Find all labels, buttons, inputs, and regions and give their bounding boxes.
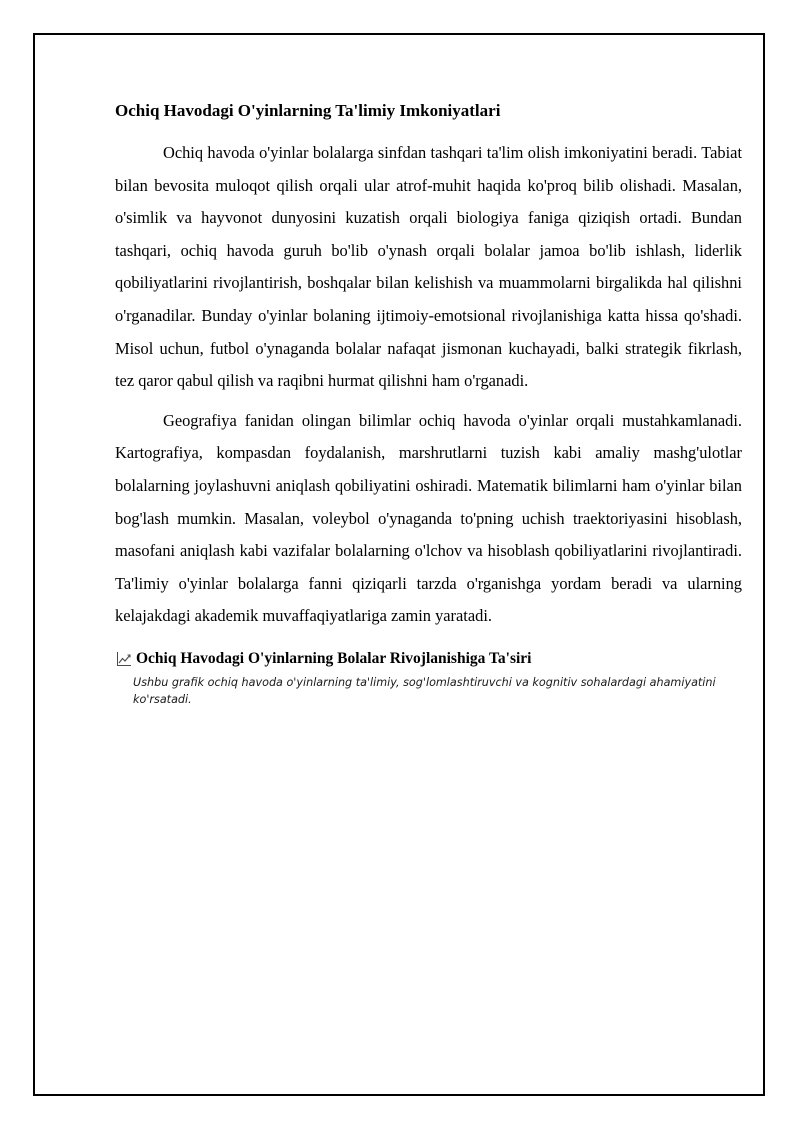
paragraph-1: Ochiq havoda o'yinlar bolalarga sinfdan tashqari ta'lim olish imkoniyatini beradi. Tabiat bilan bevosita muloqot qilish orqali ular atrof-muhit haqida ko'proq bilib olishadi. Masalan, o'simlik va hayvonot dunyosini kuzatish orqali biologiya faniga qiziqish ortadi. Bundan tashqari, ochiq havoda guruh bo'lib o'ynash orqali bolalar jamoa bo'lib ishlash, liderlik qobiliyatlarini rivojlantirish, boshqalar bilan kelishish va muammolarni birgalikda hal qilishni o'rganadilar. Bunday o'yinlar bolaning ijtimoiy-emotsional rivojlanishiga katta hissa qo'shadi. Misol uchun, futbol o'ynaganda bolalar nafaqat jismonan kuchayadi, balki strategik fikrlash, tez qaror qabul qilish va raqibni hurmat qilishni ham o'rganadi.	[115, 143, 742, 391]
chart-title: Ochiq Havodagi O'yinlarning Bolalar Rivojlanishiga Ta'siri	[136, 649, 532, 667]
section-title: Ochiq Havodagi O'yinlarning Ta'limiy Imkoniyatlari	[115, 101, 501, 120]
chart-increasing-icon	[116, 651, 132, 667]
paragraph-2: Geografiya fanidan olingan bilimlar ochiq havoda o'yinlar orqali mustahkamlanadi. Kartografiya, kompasdan foydalanish, marshrutlarni tuzish kabi amaliy mashg'ulotlar bolalarning joylashuvni aniqlash qobiliyatini oshiradi. Matematik bilimlarni ham o'yinlar bilan bog'lash mumkin. Masalan, voleybol o'ynaganda to'pning uchish traektoriyasini hisoblash, masofani aniqlash kabi vazifalar bolalarning o'lchov va hisoblash qobiliyatlarini rivojlantiradi. Ta'limiy o'yinlar bolalarga fanni qiziqarli tarzda o'rganishga yordam beradi va ularning kelajakdagi akademik muvaffaqiyatlariga zamin yaratadi.	[115, 410, 742, 626]
chart-caption: Ushbu grafik ochiq havoda o'yinlarning ta'limiy, sog'lomlashtiruvchi va kognitiv sohalardagi ahamiyatini ko'rsatadi.	[133, 675, 716, 706]
chart-heading	[115, 647, 742, 671]
document-body	[115, 97, 742, 708]
